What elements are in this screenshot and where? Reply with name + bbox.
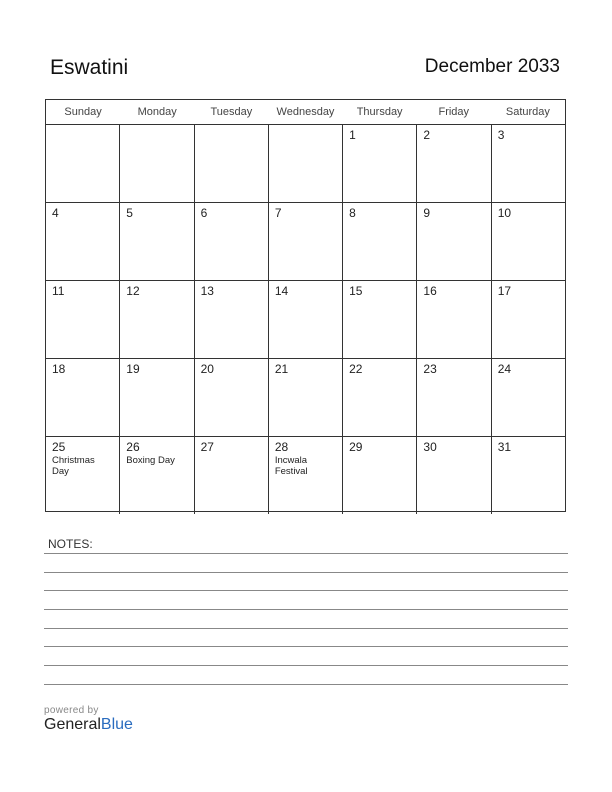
day-cell — [46, 437, 120, 514]
day-number: 13 — [200, 284, 214, 298]
day-cell — [343, 203, 417, 280]
note-line — [44, 609, 568, 610]
note-line — [44, 553, 568, 554]
day-number: 23 — [423, 362, 437, 376]
day-number: 15 — [349, 284, 363, 298]
day-number: 3 — [497, 128, 505, 142]
day-number: 28 — [274, 440, 289, 454]
day-cell — [195, 359, 269, 436]
day-cell — [46, 203, 120, 280]
day-number: 29 — [349, 440, 363, 454]
day-cell — [492, 203, 565, 280]
note-line — [44, 684, 568, 685]
day-cell — [417, 203, 491, 280]
week-row — [46, 281, 565, 359]
day-cell — [417, 281, 491, 358]
day-cell — [417, 437, 491, 514]
day-cell — [343, 125, 417, 202]
note-line — [44, 628, 568, 629]
note-line — [44, 572, 568, 573]
day-cell — [120, 203, 194, 280]
brand-name — [44, 716, 133, 734]
day-cell — [120, 437, 194, 514]
day-cell — [492, 437, 565, 514]
day-number: 24 — [497, 362, 512, 376]
week-row — [46, 125, 565, 203]
day-number: 14 — [274, 284, 289, 298]
weekday-label: Saturday — [505, 106, 550, 118]
day-cell — [120, 281, 194, 358]
calendar-month: December 2033 — [424, 56, 560, 77]
brand-name-blue: Blue — [100, 716, 133, 733]
day-cell — [46, 125, 120, 202]
day-number: 19 — [126, 362, 140, 376]
day-number: 1 — [349, 128, 356, 142]
notes-label: NOTES: — [48, 537, 93, 551]
day-cell — [46, 359, 120, 436]
day-number: 5 — [126, 206, 133, 220]
day-number: 25 — [52, 440, 66, 454]
day-cell — [417, 125, 491, 202]
day-number: 6 — [200, 206, 208, 220]
day-cell — [343, 359, 417, 436]
weekday-label: Sunday — [64, 106, 102, 118]
note-line — [44, 665, 568, 666]
holiday-label: Incwala Festival — [274, 455, 308, 477]
day-cell — [269, 437, 343, 514]
day-number: 22 — [349, 362, 363, 376]
weekday-label: Thursday — [356, 106, 403, 118]
day-cell — [120, 125, 194, 202]
note-line — [44, 646, 568, 647]
brand-name-general: General — [44, 716, 101, 733]
holiday-label: Boxing Day — [126, 455, 175, 466]
day-cell — [343, 281, 417, 358]
day-number: 11 — [52, 284, 65, 298]
day-cell — [492, 281, 565, 358]
day-cell — [492, 359, 565, 436]
day-cell — [269, 203, 343, 280]
powered-by-text: powered by — [44, 705, 99, 716]
day-cell — [46, 281, 120, 358]
day-cell — [417, 359, 491, 436]
calendar-country: Eswatini — [50, 56, 129, 79]
day-cell — [343, 437, 417, 514]
day-number: 7 — [274, 206, 282, 220]
day-cell — [269, 281, 343, 358]
week-row — [46, 359, 565, 437]
calendar-grid — [45, 99, 566, 512]
holiday-label: Christmas Day — [52, 455, 95, 477]
day-number: 31 — [497, 440, 512, 454]
day-number: 27 — [200, 440, 214, 454]
day-cell — [492, 125, 565, 202]
day-number: 17 — [497, 284, 512, 298]
weekday-label: Tuesday — [210, 106, 253, 118]
day-number: 26 — [126, 440, 140, 454]
day-number: 2 — [423, 128, 431, 142]
day-cell — [269, 359, 343, 436]
day-number: 30 — [423, 440, 437, 454]
day-number: 18 — [52, 362, 66, 376]
generalblue-logo — [44, 705, 133, 734]
day-number: 20 — [200, 362, 214, 376]
day-number: 12 — [126, 284, 140, 298]
day-number: 4 — [52, 206, 59, 220]
day-number: 8 — [349, 206, 356, 220]
day-cell — [195, 281, 269, 358]
weekday-label: Monday — [137, 106, 177, 118]
weekday-label: Friday — [438, 106, 470, 118]
week-row — [46, 437, 565, 514]
day-number: 9 — [423, 206, 431, 220]
weekday-header — [46, 100, 565, 125]
day-number: 10 — [497, 206, 512, 220]
weekday-label: Wednesday — [276, 106, 335, 118]
day-cell — [195, 203, 269, 280]
day-number: 21 — [274, 362, 289, 376]
day-cell — [120, 359, 194, 436]
day-cell — [269, 125, 343, 202]
week-row — [46, 203, 565, 281]
day-cell — [195, 437, 269, 514]
day-number: 16 — [423, 284, 437, 298]
day-cell — [195, 125, 269, 202]
note-line — [44, 590, 568, 591]
